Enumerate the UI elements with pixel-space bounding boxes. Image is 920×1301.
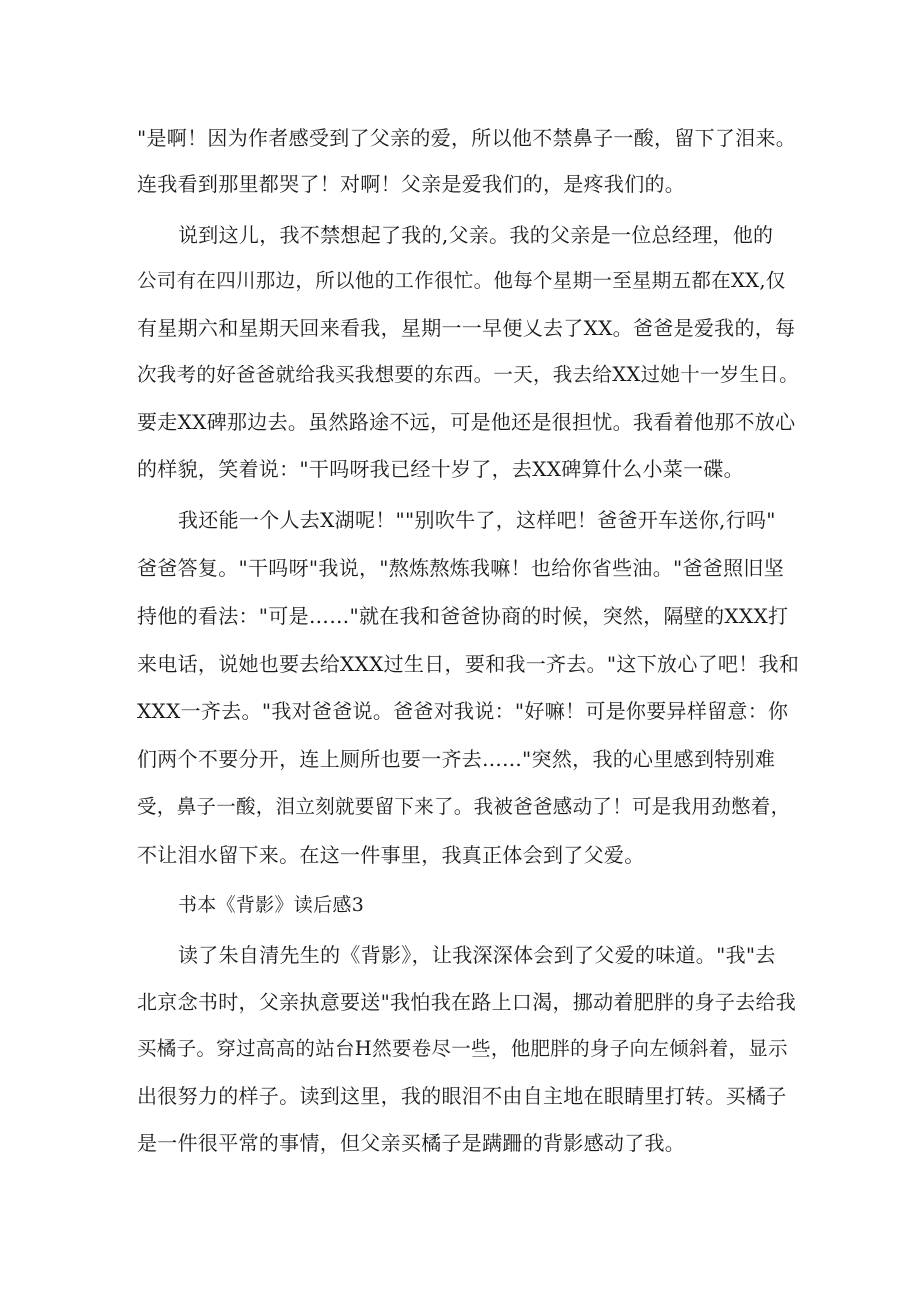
text-line: 北京念书时，父亲执意要送"我怕我在路上口渴，挪动着肥胖的身子去给我	[137, 990, 797, 1014]
text-line: XXX一齐去。"我对爸爸说。爸爸对我说："好嘛！可是你要异样留意：你	[137, 699, 789, 723]
text-line: 爸爸答复。"干吗呀"我说，"熬炼熬炼我嘛！也给你省些油。"爸爸照旧坚	[137, 556, 784, 580]
text-line: 持他的看法："可是……"就在我和爸爸协商的时候，突然，隔壁的XXX打	[137, 604, 789, 628]
text-line: 的样貌，笑着说："干吗呀我已经十岁了，去XX碑算什么小菜一碟。	[137, 457, 744, 481]
text-line: 有星期六和星期天回来看我，星期一一早便乂去了XX。爸爸是爱我的，每	[137, 316, 796, 340]
paragraph-start-line: 读了朱自清先生的《背影》，让我深深体会到了父爱的味道。"我"去	[178, 943, 776, 967]
text-line: 是一件很平常的事情，但父亲买橘子是蹒跚的背影感动了我。	[137, 1131, 686, 1155]
text-line: 要走XX碑那边去。虽然路途不远，可是他还是很担忧。我看着他那不放心	[137, 410, 796, 434]
text-line: 受，鼻子一酸，泪立刻就要留下来了。我被爸爸感动了！可是我用劲憋着，	[137, 795, 791, 818]
text-line: 公司有在四川那边，所以他的工作很忙。他每个星期一至星期五都在XX,仅	[137, 269, 786, 292]
section-heading: 书本《背影》读后感3	[178, 894, 365, 916]
text-line: "是啊！因为作者感受到了父亲的爱，所以他不禁鼻子一酸，留下了泪来。	[137, 126, 797, 150]
text-line: 买橘子。穿过高高的站台H然要卷尽一些，他肥胖的身子向左倾斜着，显示	[137, 1037, 788, 1060]
text-line: 次我考的好爸爸就给我买我想要的东西。一天，我去给XX过她十一岁生日。	[137, 363, 799, 386]
text-line: 连我看到那里都哭了！对啊！父亲是爱我们的，是疼我们的。	[137, 172, 686, 196]
text-line: 们两个不要分开，连上厕所也要一齐去......"突然，我的心里感到特别难	[137, 747, 776, 771]
paragraph-start-line: 我还能一个人去X湖呢！""别吹牛了，这样吧！爸爸开车送你,行吗"	[178, 508, 776, 532]
text-line: 不让泪水留下来。在这一件事里，我真正体会到了父爱。	[137, 843, 645, 867]
text-line: 出很努力的样子。读到这里，我的眼泪不由自主地在眼睛里打转。买橘子	[137, 1084, 787, 1108]
text-line: 来电话，说她也要去给XXX过生日，要和我一齐去。"这下放心了吧！我和	[137, 652, 800, 676]
paragraph-start-line: 说到这儿，我不禁想起了我的,父亲。我的父亲是一位总经理，他的	[178, 223, 774, 247]
